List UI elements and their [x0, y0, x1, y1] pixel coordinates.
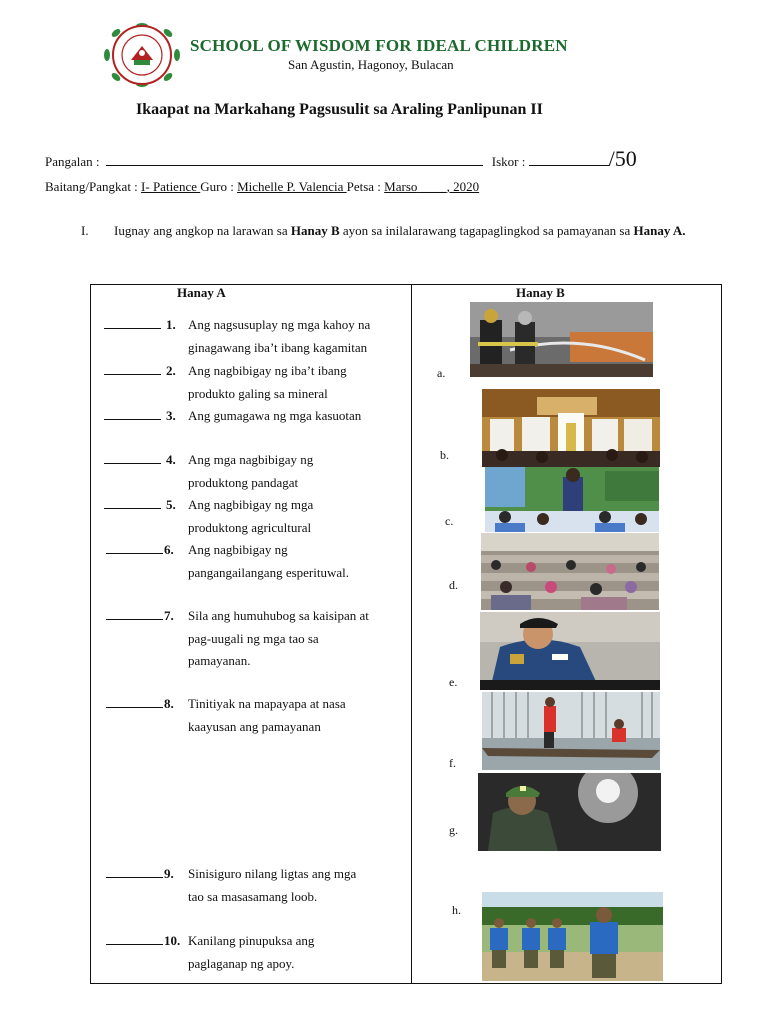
answer-blank[interactable] — [104, 374, 161, 375]
item-6: 6. Ang nagbibigay ng pangangailangang esperituwal. — [106, 539, 406, 584]
choice-letter-g: g. — [449, 823, 458, 837]
teacher-label: Guro : — [200, 179, 234, 194]
choice-letter-e: e. — [449, 675, 458, 689]
choice-letter-d: d. — [449, 578, 458, 592]
school-address: San Agustin, Hagonoy, Bulacan — [288, 57, 454, 72]
name-blank[interactable] — [106, 153, 483, 166]
date-value: Marso ____, 2020 — [384, 179, 480, 194]
column-b-header: Hanay B — [516, 285, 565, 300]
police-officer-photo — [480, 612, 660, 690]
score-blank[interactable] — [529, 153, 609, 166]
miner-photo — [478, 773, 661, 851]
item-7: 7. Sila ang humuhubog sa kaisipan at pag-uugali ng mga tao sa pamayanan. — [106, 605, 406, 675]
garment-factory-photo — [481, 533, 659, 610]
name-row — [45, 146, 637, 172]
date-label: Petsa : — [346, 179, 381, 194]
grade-value: I- Patience — [141, 179, 201, 194]
answer-blank[interactable] — [104, 419, 161, 420]
item-10: 10. Kanilang pinupuksa ang paglaganap ng apoy. — [106, 930, 406, 975]
grade-label: Baitang/Pangkat : — [45, 179, 138, 194]
answer-blank[interactable] — [106, 707, 163, 708]
score-label: Iskor : — [491, 154, 526, 169]
item-4: 4. Ang mga nagbibigay ng produktong pandagat — [104, 449, 404, 494]
column-divider — [411, 284, 412, 984]
school-name: SCHOOL OF WISDOM FOR IDEAL CHILDREN — [190, 36, 568, 55]
name-label: Pangalan : — [45, 154, 100, 169]
section-number: I. — [81, 223, 89, 238]
item-2: 2. Ang nagbibigay ng iba’t ibang produkto galing sa mineral — [104, 360, 404, 405]
answer-blank[interactable] — [106, 553, 163, 554]
teacher-classroom-photo — [485, 467, 659, 532]
item-8: 8. Tinitiyak na mapayapa at nasa kaayusan ang pamayanan — [106, 693, 406, 738]
answer-blank[interactable] — [106, 944, 163, 945]
answer-blank[interactable] — [104, 508, 161, 509]
choice-letter-b: b. — [440, 448, 449, 462]
priests-mass-photo — [482, 389, 660, 467]
column-a-header: Hanay A — [177, 285, 226, 300]
answer-blank[interactable] — [106, 877, 163, 878]
firefighters-photo — [470, 302, 653, 377]
choice-letter-c: c. — [445, 514, 454, 528]
tanod-barangay-photo — [482, 892, 663, 981]
score-total: /50 — [608, 146, 637, 171]
answer-blank[interactable] — [104, 328, 161, 329]
item-5: 5. Ang nagbibigay ng mga produktong agricultural — [104, 494, 404, 539]
choice-letter-f: f. — [449, 756, 456, 770]
item-3: 3. Ang gumagawa ng mga kasuotan — [104, 405, 404, 430]
choice-letter-a: a. — [437, 366, 446, 380]
exam-title: Ikaapat na Markahang Pagsusulit sa Araling Panlipunan II — [136, 101, 543, 118]
answer-blank[interactable] — [106, 619, 163, 620]
teacher-value: Michelle P. Valencia — [237, 179, 347, 194]
instructions-text: Iugnay ang angkop na larawan sa Hanay B ayon sa inilalarawang tagapaglingkod sa pamayanan sa Hanay A. — [114, 223, 686, 238]
choice-letter-h: h. — [452, 903, 461, 917]
answer-blank[interactable] — [104, 463, 161, 464]
class-info-row — [45, 179, 479, 195]
school-logo — [101, 20, 183, 90]
item-1: 1. Ang nagsusuplay ng mga kahoy na ginagawang iba’t ibang kagamitan — [104, 314, 404, 359]
fishermen-boat-photo — [482, 692, 660, 770]
item-9: 9. Sinisiguro nilang ligtas ang mga tao sa masasamang loob. — [106, 863, 406, 908]
